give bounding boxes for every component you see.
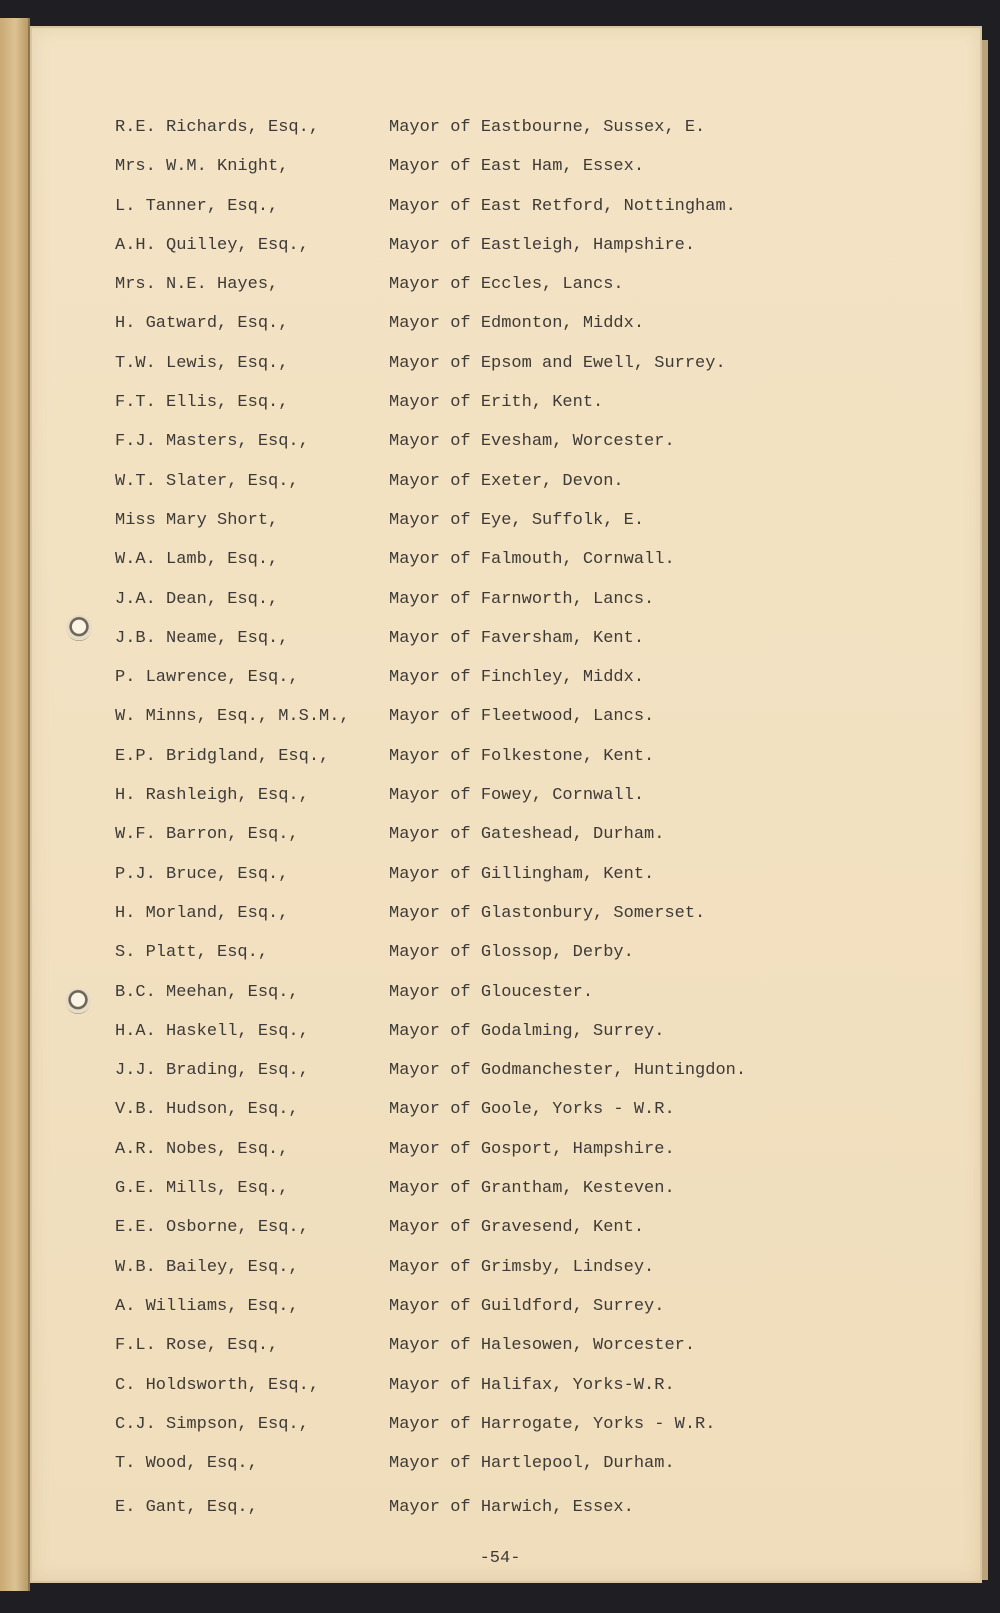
list-item	[115, 1216, 755, 1255]
list-item	[115, 470, 755, 509]
mayor-office: Mayor of Hartlepool, Durham.	[389, 1454, 675, 1474]
mayor-office: Mayor of Erith, Kent.	[389, 393, 604, 413]
mayor-office: Mayor of Epsom and Ewell, Surrey.	[389, 353, 726, 373]
mayor-office: Mayor of Harrogate, Yorks - W.R.	[389, 1414, 716, 1434]
mayor-office: Mayor of Eye, Suffolk, E.	[389, 510, 645, 530]
mayor-office: Mayor of Goole, Yorks - W.R.	[389, 1100, 675, 1120]
mayor-office: Mayor of Eastbourne, Sussex, E.	[389, 118, 706, 137]
mayor-name: W.A. Lamb, Esq.,	[115, 550, 279, 570]
list-item	[115, 823, 755, 862]
list-item	[115, 1256, 755, 1295]
mayor-name: G.E. Mills, Esq.,	[115, 1179, 289, 1199]
list-item	[115, 1413, 755, 1452]
list-item	[115, 1295, 755, 1334]
mayor-office: Mayor of Godmanchester, Huntingdon.	[389, 1061, 747, 1081]
mayor-office: Mayor of Glossop, Derby.	[389, 943, 634, 963]
mayor-name: E.P. Bridgland, Esq.,	[115, 746, 330, 766]
list-item	[115, 116, 755, 155]
list-item	[115, 391, 755, 430]
mayor-office: Mayor of Gosport, Hampshire.	[389, 1139, 675, 1159]
mayor-name: H. Gatward, Esq.,	[115, 314, 289, 334]
mayor-office: Mayor of Exeter, Devon.	[389, 471, 624, 491]
previous-page-edge	[0, 18, 30, 1591]
list-item	[115, 1177, 755, 1216]
mayor-office: Mayor of Gloucester.	[389, 982, 594, 1002]
mayor-office: Mayor of Folkestone, Kent.	[389, 746, 655, 766]
mayor-name: R.E. Richards, Esq.,	[115, 118, 320, 137]
mayor-name: L. Tanner, Esq.,	[115, 196, 279, 216]
mayor-office: Mayor of East Ham, Essex.	[389, 157, 645, 177]
mayor-office: Mayor of Finchley, Middx.	[389, 668, 645, 688]
mayor-name: P. Lawrence, Esq.,	[115, 668, 299, 688]
mayor-name: J.A. Dean, Esq.,	[115, 589, 279, 609]
mayor-name: C.J. Simpson, Esq.,	[115, 1414, 309, 1434]
list-item	[115, 784, 755, 823]
list-item	[115, 548, 755, 587]
mayor-name: W.T. Slater, Esq.,	[115, 471, 299, 491]
mayor-office: Mayor of Faversham, Kent.	[389, 628, 645, 648]
mayor-office: Mayor of Harwich, Essex.	[389, 1498, 634, 1518]
mayor-office: Mayor of Grantham, Kesteven.	[389, 1179, 675, 1199]
mayor-name: Miss Mary Short,	[115, 510, 279, 530]
mayor-office: Mayor of Godalming, Surrey.	[389, 1021, 665, 1041]
mayor-name: E.E. Osborne, Esq.,	[115, 1218, 309, 1238]
mayor-name: E. Gant, Esq.,	[115, 1498, 258, 1518]
mayor-name: Mrs. N.E. Hayes,	[115, 275, 279, 295]
list-item	[115, 509, 755, 548]
list-item	[115, 745, 755, 784]
mayor-name: A.H. Quilley, Esq.,	[115, 235, 309, 255]
mayor-name: Mrs. W.M. Knight,	[115, 157, 289, 177]
mayor-name: P.J. Bruce, Esq.,	[115, 864, 289, 884]
mayor-name: W. Minns, Esq., M.S.M.,	[115, 707, 350, 727]
list-item	[115, 195, 755, 234]
mayor-name: H. Rashleigh, Esq.,	[115, 786, 309, 806]
mayor-office: Mayor of Glastonbury, Somerset.	[389, 903, 706, 923]
mayor-name: W.F. Barron, Esq.,	[115, 825, 299, 845]
mayor-name: C. Holdsworth, Esq.,	[115, 1375, 320, 1395]
list-item	[115, 1334, 755, 1373]
list-item	[115, 902, 755, 941]
mayor-name: S. Platt, Esq.,	[115, 943, 269, 963]
mayor-office: Mayor of Gravesend, Kent.	[389, 1218, 645, 1238]
mayor-name: B.C. Meehan, Esq.,	[115, 982, 299, 1002]
list-item	[115, 981, 755, 1020]
mayor-name: J.J. Brading, Esq.,	[115, 1061, 309, 1081]
mayor-list	[115, 116, 755, 1540]
list-item	[115, 666, 755, 705]
mayor-name: F.L. Rose, Esq.,	[115, 1336, 279, 1356]
mayor-name: A. Williams, Esq.,	[115, 1296, 299, 1316]
mayor-name: W.B. Bailey, Esq.,	[115, 1257, 299, 1277]
list-item	[115, 627, 755, 666]
mayor-name: J.B. Neame, Esq.,	[115, 628, 289, 648]
list-item	[115, 588, 755, 627]
mayor-office: Mayor of Guildford, Surrey.	[389, 1296, 665, 1316]
mayor-office: Mayor of Eccles, Lancs.	[389, 275, 624, 295]
page-number: -54-	[479, 1549, 521, 1568]
mayor-office: Mayor of Edmonton, Middx.	[389, 314, 645, 334]
mayor-name: T.W. Lewis, Esq.,	[115, 353, 289, 373]
mayor-name: H.A. Haskell, Esq.,	[115, 1021, 309, 1041]
mayor-office: Mayor of East Retford, Nottingham.	[389, 196, 736, 216]
list-item	[115, 352, 755, 391]
list-item	[115, 1138, 755, 1177]
list-item	[115, 705, 755, 744]
list-item	[115, 941, 755, 980]
mayor-name: T. Wood, Esq.,	[115, 1454, 258, 1474]
punch-hole-icon	[65, 988, 91, 1014]
list-item	[115, 312, 755, 351]
list-item	[115, 1452, 755, 1496]
mayor-name: A.R. Nobes, Esq.,	[115, 1139, 289, 1159]
mayor-office: Mayor of Eastleigh, Hampshire.	[389, 235, 696, 255]
list-item	[115, 1374, 755, 1413]
mayor-name: F.J. Masters, Esq.,	[115, 432, 309, 452]
mayor-office: Mayor of Farnworth, Lancs.	[389, 589, 655, 609]
list-item	[115, 273, 755, 312]
mayor-office: Mayor of Halifax, Yorks-W.R.	[389, 1375, 675, 1395]
list-item	[115, 1020, 755, 1059]
list-item	[115, 234, 755, 273]
mayor-office: Mayor of Falmouth, Cornwall.	[389, 550, 675, 570]
mayor-office: Mayor of Halesowen, Worcester.	[389, 1336, 696, 1356]
list-item	[115, 1098, 755, 1137]
list-item	[115, 155, 755, 194]
punch-hole-icon	[66, 615, 92, 641]
list-item	[115, 1059, 755, 1098]
mayor-office: Mayor of Gillingham, Kent.	[389, 864, 655, 884]
mayor-office: Mayor of Grimsby, Lindsey.	[389, 1257, 655, 1277]
list-item	[115, 1496, 755, 1540]
list-item	[115, 863, 755, 902]
mayor-office: Mayor of Fleetwood, Lancs.	[389, 707, 655, 727]
mayor-name: H. Morland, Esq.,	[115, 903, 289, 923]
mayor-office: Mayor of Gateshead, Durham.	[389, 825, 665, 845]
mayor-name: V.B. Hudson, Esq.,	[115, 1100, 299, 1120]
mayor-name: F.T. Ellis, Esq.,	[115, 393, 289, 413]
mayor-office: Mayor of Fowey, Cornwall.	[389, 786, 645, 806]
list-item	[115, 430, 755, 469]
mayor-office: Mayor of Evesham, Worcester.	[389, 432, 675, 452]
page-stack-edge	[980, 40, 988, 1580]
